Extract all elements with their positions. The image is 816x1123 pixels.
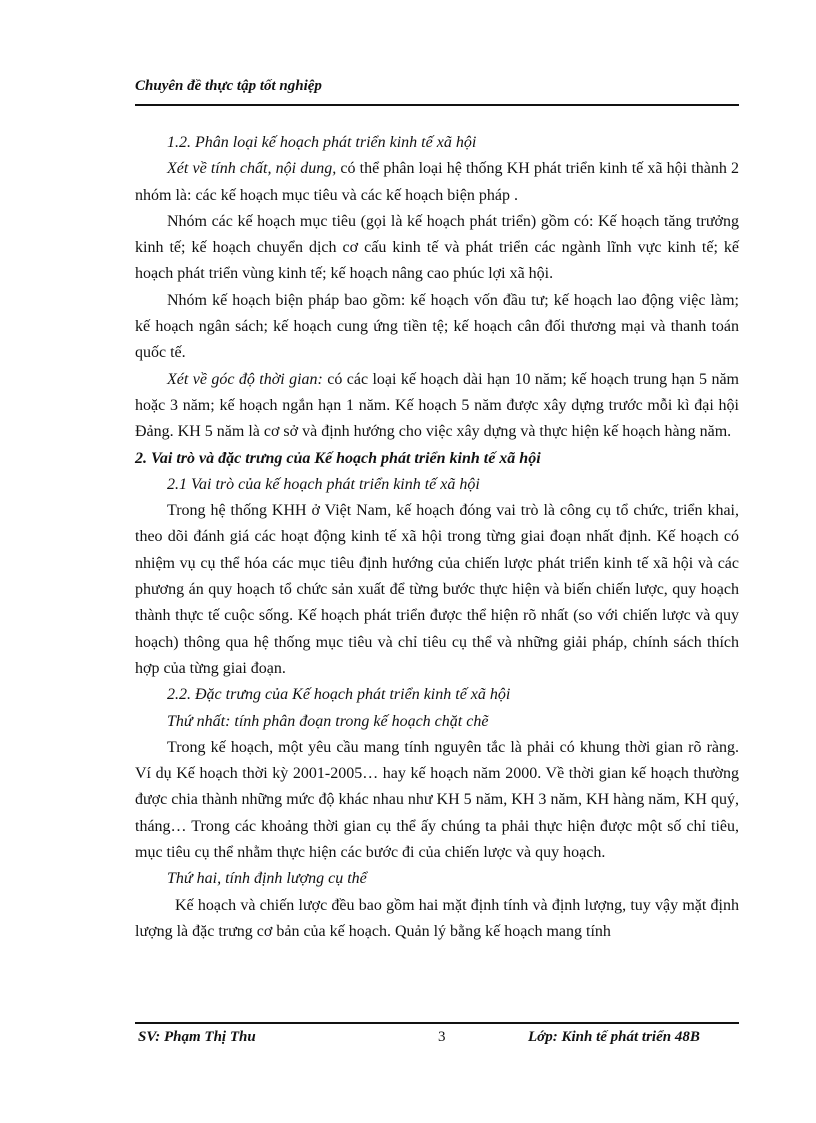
paragraph-classification-nature xyxy=(135,156,739,209)
section-heading-1-2: 1.2. Phân loại kế hoạch phát triển kinh tế xã hội xyxy=(167,134,477,151)
paragraph-role: Trong hệ thống KHH ở Việt Nam, kế hoạch đóng vai trò là công cụ tổ chức, triển khai, theo dõi đánh giá các hoạt động kinh tế xã hội trong từng giai đoạn nhất định. Kế hoạch có nhiệm vụ cụ thể hóa các mục tiêu định hướng của chiến lược phát triển kinh tế xã hội và các phương án quy hoạch tổ chức sản xuất để từng bước thực hiện và biến chiến lược, quy hoạch thành thực tế cuộc sống. Kế hoạch phát triển được thể hiện rõ nhất (so với chiến lược và quy hoạch) thông qua hệ thống mục tiêu và chỉ tiêu cụ thể và những giải pháp, chính sách thích hợp của từng giai đoạn. xyxy=(135,502,739,677)
header-rule xyxy=(135,104,739,106)
footer-page-number: 3 xyxy=(438,1029,446,1045)
subheading-second: Thứ hai, tính định lượng cụ thể xyxy=(167,870,367,888)
paragraph-quantitative: Kế hoạch và chiến lược đều bao gồm hai mặt định tính và định lượng, tuy vậy mặt định lượng là đặc trưng cơ bản của kế hoạch. Quản lý bằng kế hoạch mang tính xyxy=(135,896,739,940)
footer-class-name: Lớp: Kinh tế phát triển 48B xyxy=(528,1029,700,1045)
paragraph-lead: Xét về tính chất, nội dung, xyxy=(167,160,337,178)
paragraph-target-plans: Nhóm các kế hoạch mục tiêu (gọi là kế hoạch phát triển) gồm có: Kế hoạch tăng trưởng kinh tế; kế hoạch chuyển dịch cơ cấu kinh tế và phát triển các ngành lĩnh vực kinh tế; kế hoạch phát triển vùng kinh tế; kế hoạch nâng cao phúc lợi xã hội. xyxy=(135,212,739,283)
paragraph-text: có thể phân loại hệ thống KH phát triển kinh tế xã hội thành 2 nhóm là: các kế hoạch mục tiêu và các kế hoạch biện pháp . xyxy=(135,160,739,204)
paragraph-classification-time xyxy=(135,367,739,446)
section-heading-2-2: 2.2. Đặc trưng của Kế hoạch phát triển kinh tế xã hội xyxy=(167,686,511,704)
section-heading-2: 2. Vai trò và đặc trưng của Kế hoạch phát triển kinh tế xã hội xyxy=(135,449,541,467)
page-body xyxy=(135,130,739,945)
section-heading-2-1: 2.1 Vai trò của kế hoạch phát triển kinh tế xã hội xyxy=(167,475,480,493)
paragraph-text: có các loại kế hoạch dài hạn 10 năm; kế hoạch trung hạn 5 năm hoặc 3 năm; kế hoạch ngắn hạn 1 năm. Kế hoạch 5 năm được xây dựng trước mỗi kì đại hội Đảng. KH 5 năm là cơ sở và định hướng cho việc xây dựng và thực hiện kế hoạch hàng năm. xyxy=(135,370,740,441)
page-header-title: Chuyên đề thực tập tốt nghiệp xyxy=(135,78,322,94)
paragraph-measure-plans: Nhóm kế hoạch biện pháp bao gồm: kế hoạch vốn đầu tư; kế hoạch lao động việc làm; kế hoạch ngân sách; kế hoạch cung ứng tiền tệ; kế hoạch cân đối thương mại và thanh toán quốc tế. xyxy=(135,291,739,362)
paragraph-lead: Xét về góc độ thời gian: xyxy=(167,370,323,388)
footer-student-name: SV: Phạm Thị Thu xyxy=(138,1029,256,1045)
subheading-first: Thứ nhất: tính phân đoạn trong kế hoạch chặt chẽ xyxy=(167,712,489,730)
paragraph-phasing: Trong kế hoạch, một yêu cầu mang tính nguyên tắc là phải có khung thời gian rõ ràng. Ví dụ Kế hoạch thời kỳ 2001-2005… hay kế hoạch năm 2000. Về thời gian kế hoạch thường được chia thành những mức độ khác nhau như KH 5 năm, KH 3 năm, KH hàng năm, KH quý, tháng… Trong các khoảng thời gian cụ thể ấy chúng ta phải thực hiện được một số chỉ tiêu, mục tiêu cụ thể nhằm thực hiện các bước đi của chiến lược và quy hoạch. xyxy=(135,738,739,862)
footer-rule xyxy=(135,1022,739,1024)
